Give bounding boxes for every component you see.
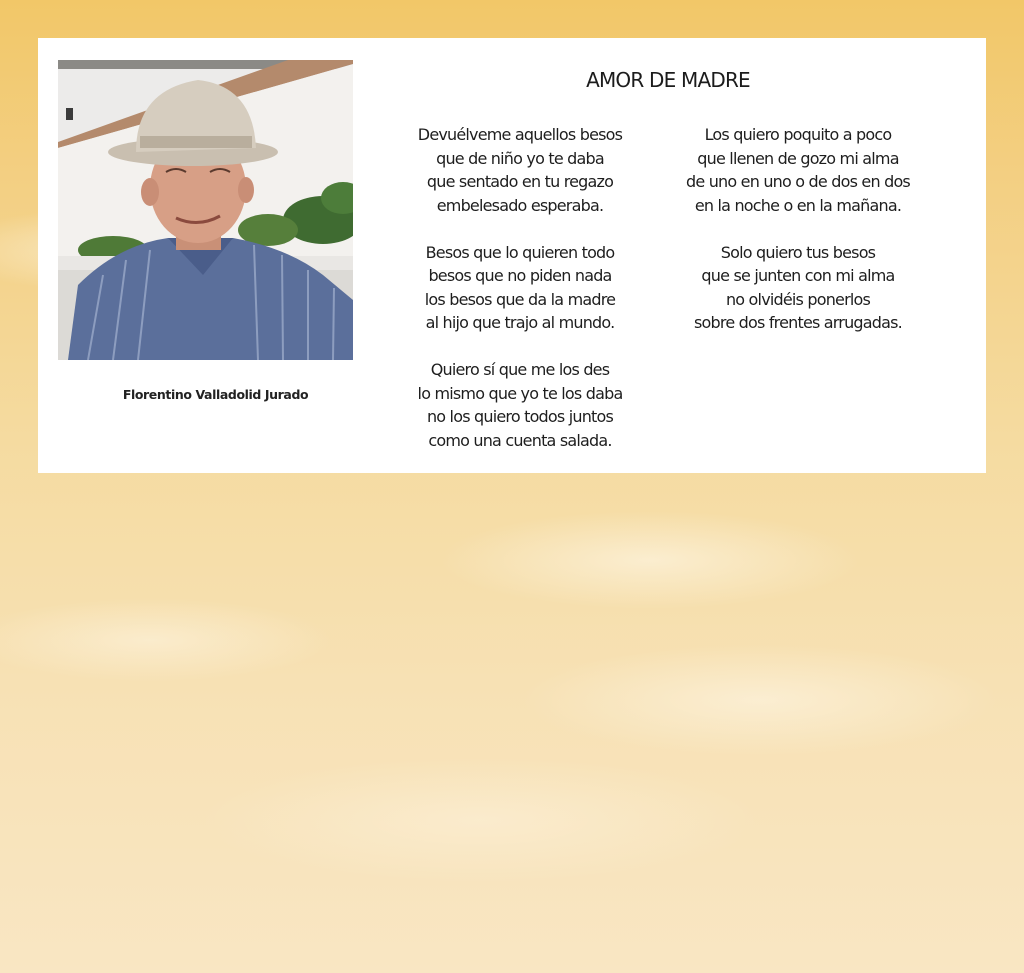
poem-column-right [648, 123, 948, 335]
poem-line: Devuélveme aquellos besos [417, 125, 623, 144]
author-name: Florentino Valladolid Jurado [122, 387, 309, 402]
stanza [370, 123, 670, 217]
stanza [648, 123, 948, 217]
poem-line: sobre dos frentes arrugadas. [694, 313, 902, 332]
poem-line: besos que no piden nada [428, 266, 612, 285]
poem-line: Besos que lo quieren todo [425, 242, 615, 262]
poem-line: que sentado en tu regazo [426, 172, 614, 191]
poem-column-left [370, 123, 670, 452]
poem-line: como una cuenta salada. [428, 430, 612, 450]
poem-line: embelesado esperaba. [436, 195, 604, 215]
poem-line: no olvidéis ponerlos [725, 289, 871, 309]
poem-line: Solo quiero tus besos [720, 242, 876, 262]
stanza [370, 241, 670, 335]
poem-title: AMOR DE MADRE [586, 68, 750, 92]
stanza [370, 358, 670, 452]
poem-line: los besos que da la madre [424, 289, 616, 309]
stanza [648, 241, 948, 335]
poem-line: Los quiero poquito a poco [704, 125, 892, 144]
poem-line: no los quiero todos juntos [426, 407, 614, 426]
poem-line: lo mismo que yo te los daba [417, 383, 623, 403]
poem-line: que llenen de gozo mi alma [697, 148, 899, 168]
author-portrait-image [58, 60, 353, 360]
poem-card [38, 38, 986, 473]
poem-line: Quiero sí que me los des [430, 360, 610, 379]
poem-line: al hijo que trajo al mundo. [425, 313, 615, 332]
poem-line: de uno en uno o de dos en dos [686, 172, 910, 191]
poem-line: en la noche o en la mañana. [694, 195, 902, 215]
poem-line: que de niño yo te daba [436, 148, 604, 168]
poem-line: que se junten con mi alma [701, 266, 895, 285]
